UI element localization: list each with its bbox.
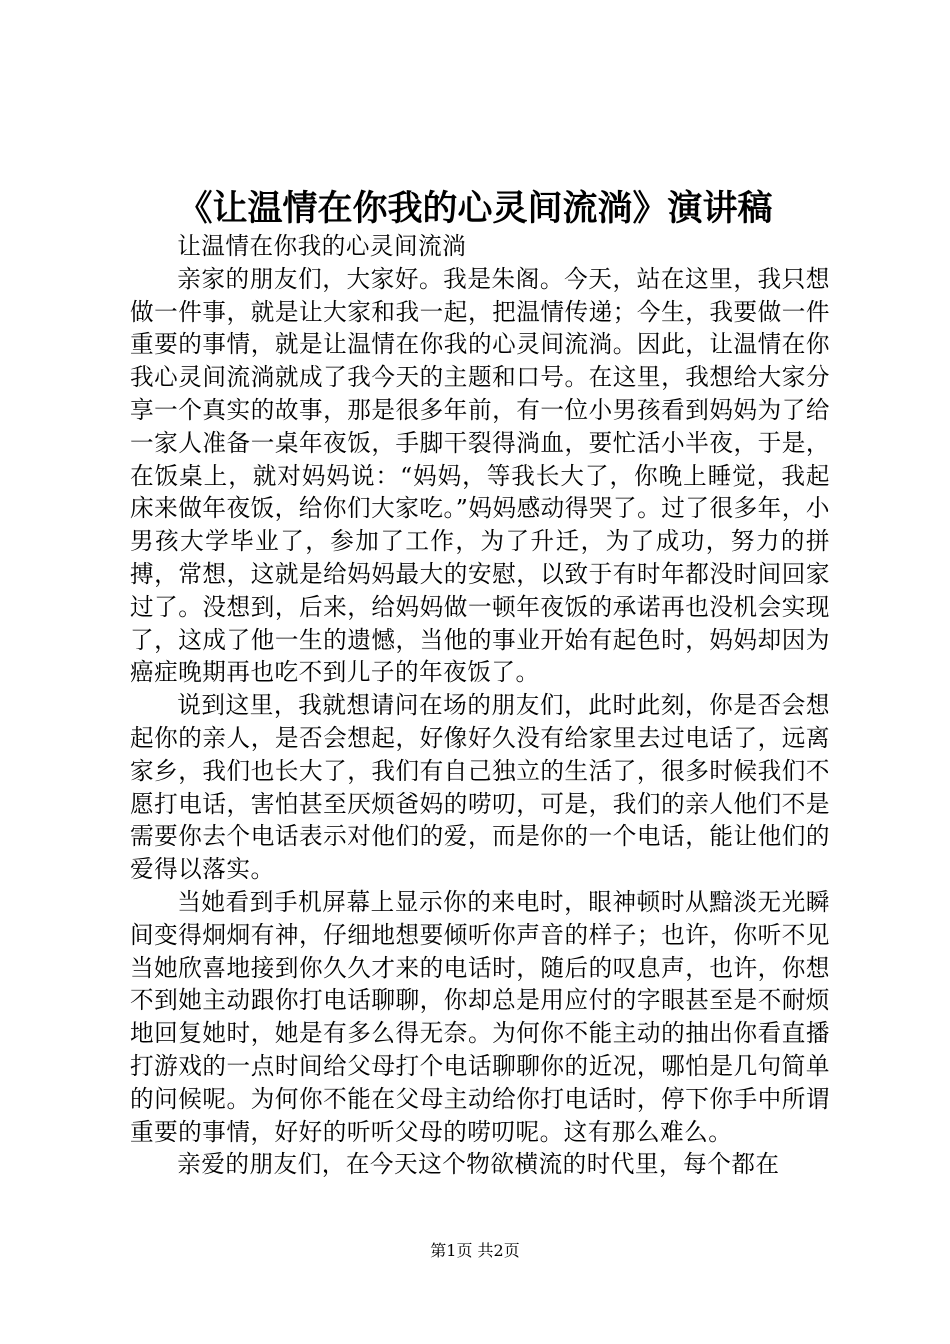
subtitle-paragraph: 让温情在你我的心灵间流淌 bbox=[177, 232, 467, 260]
body-paragraph: 亲爱的朋友们，在今天这个物欲横流的时代里，每个都在 bbox=[177, 1150, 780, 1179]
body-paragraph: 亲家的朋友们，大家好。我是朱阁。今天，站在这里，我只想做一件事，就是让大家和我一起，把温情传递；今生，我要做一件重要的事情，就是让温情在你我的心灵间流淌。因此，让温情在你我心灵间流淌就成了我今天的主题和口号。在这里，我想给大家分享一个真实的故事，那是很多年前，有一位小男孩看到妈妈为了给一家人准备一桌年夜饭，手脚干裂得淌血，要忙活小半夜，于是，在饭桌上，就对妈妈说：“妈妈，等我长大了，你晚上睡觉，我起床来做年夜饭，给你们大家吃。”妈妈感动得哭了。过了很多年，小男孩大学毕业了，参加了工作，为了升迁，为了成功，努力的拼搏，常想，这就是给妈妈最大的安慰，以致于有时年都没时间回家过了。没想到，后来，给妈妈做一顿年夜饭的承诺再也没机会实现了，这成了他一生的遗憾，当他的事业开始有起色时，妈妈却因为癌症晚期再也吃不到儿子的年夜饭了。 bbox=[130, 264, 830, 687]
body-paragraph: 说到这里，我就想请问在场的朋友们，此时此刻，你是否会想起你的亲人，是否会想起，好像好久没有给家里去过电话了，远离家乡，我们也长大了，我们有自己独立的生活了，很多时候我们不愿打电话，害怕甚至厌烦爸妈的唠叨，可是，我们的亲人他们不是需要你去个电话表示对他们的爱，而是你的一个电话，能让他们的爱得以落实。 bbox=[130, 691, 830, 884]
document-title: 《让温情在你我的心灵间流淌》演讲稿 bbox=[177, 188, 773, 229]
body-paragraph: 当她看到手机屏幕上显示你的来电时，眼神顿时从黯淡无光瞬间变得炯炯有神，仔细地想要倾听你声音的样子；也许，你听不见当她欣喜地接到你久久才来的电话时，随后的叹息声，也许，你想不到她主动跟你打电话聊聊，你却总是用应付的字眼甚至是不耐烦地回复她时，她是有多么得无奈。为何你不能主动的抽出你看直播打游戏的一点时间给父母打个电话聊聊你的近况，哪怕是几句简单的问候呢。为何你不能在父母主动给你打电话时，停下你手中所谓重要的事情，好好的听听父母的唠叨呢。这有那么难么。 bbox=[130, 887, 830, 1146]
page-footer: 第1页 共2页 bbox=[430, 1241, 520, 1260]
document-body bbox=[130, 230, 830, 1181]
